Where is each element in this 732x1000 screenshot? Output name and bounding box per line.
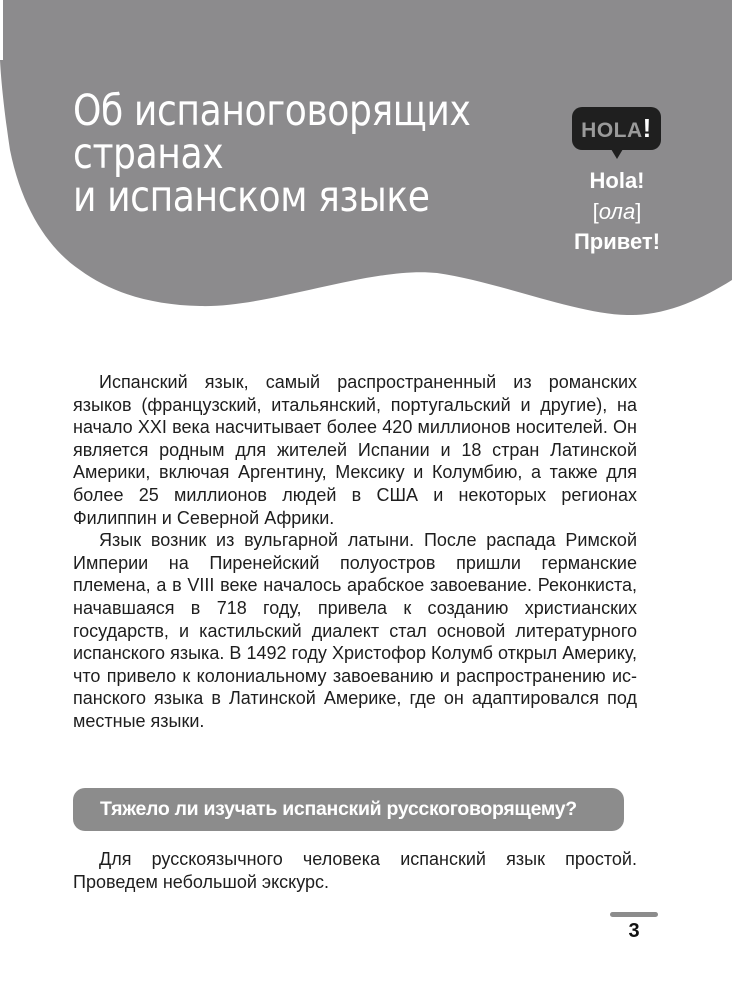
paragraph-2: Язык возник из вульгарной латыни. После распада Римской Империи на Пиренейский полуостров пришли германские племена, а в VIII веке началось арабское завоевание. Реконкиста, начавшаяся в 718 году, привела к созданию христианских государств, и кастильский диалект стал основой литературного испанского языка. В 1492 году Христофор Колумб открыл Америку, что привело к колониальному завоеванию и распространению испанского языка в Латинской Америке, где он адаптировался под местные языки. bbox=[73, 530, 637, 731]
transcription-text: ола bbox=[598, 198, 636, 224]
title-line-1: Об испаноговорящих bbox=[73, 86, 471, 136]
page-title bbox=[73, 86, 471, 222]
section-body-text bbox=[73, 848, 637, 893]
greeting-russian: Привет! bbox=[573, 229, 661, 254]
greeting-transcription bbox=[557, 197, 677, 228]
bubble-word: HOLA bbox=[581, 119, 643, 142]
section-paragraph-1: Для русскоязычного человека испанский язык простой. Проведем небольшой экскурс. bbox=[73, 849, 637, 892]
page-number: 3 bbox=[628, 920, 640, 942]
section-heading-banner: Тяжело ли изучать испанский русскоговорящему? bbox=[73, 788, 624, 831]
speech-bubble-icon bbox=[572, 107, 661, 150]
bubble-exclamation: ! bbox=[642, 113, 652, 143]
page-number-bar bbox=[610, 912, 658, 917]
bracket-close: ] bbox=[635, 198, 642, 224]
title-line-3: и испанском языке bbox=[73, 172, 430, 222]
greeting-box bbox=[557, 166, 677, 258]
bracket-open: [ bbox=[592, 198, 599, 224]
body-text bbox=[73, 371, 637, 733]
paragraph-1: Испанский язык, самый распространенный из романских языков (французский, итальянский, португальский и другие), на начало XXI века насчитывает более 420 миллионов носителей. Он является родным для жителей Испании и 18 стран Латинской Америки, включая Аргентину, Мексику и Колумбию, а также для более 25 миллионов людей в США и некоторых регионах Филиппин и Северной Африки. bbox=[73, 372, 637, 528]
title-line-2: странах bbox=[73, 129, 224, 179]
greeting-spanish: Hola! bbox=[589, 168, 645, 193]
